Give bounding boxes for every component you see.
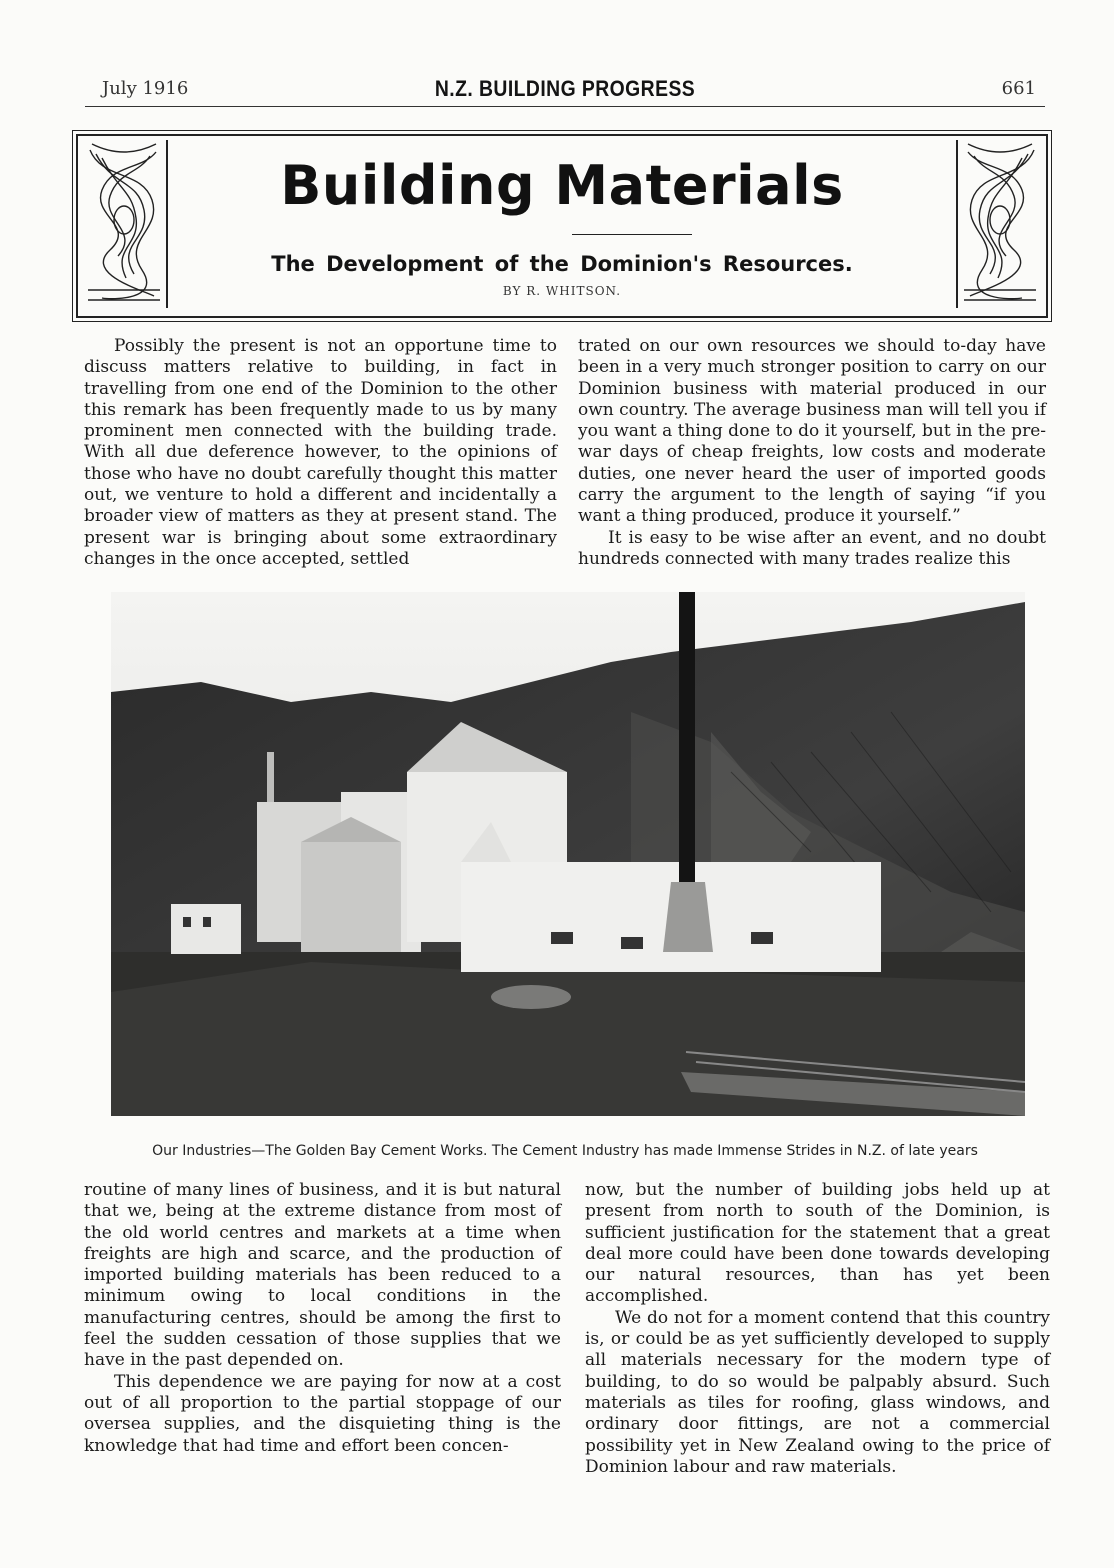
journal-title: N.Z. BUILDING PROGRESS	[434, 76, 696, 101]
running-header	[84, 76, 1046, 106]
photo-caption: Our Industries—The Golden Bay Cement Works. The Cement Industry has made Immense Strides in N.Z. of late years	[152, 1143, 978, 1159]
column-bottom-right	[585, 1180, 1050, 1478]
paragraph: It is easy to be wise after an event, and no doubt hundreds connected with many trades realize this	[578, 527, 1046, 569]
title-divider	[572, 234, 692, 235]
paragraph: routine of many lines of business, and it is but natural that we, being at the extreme distance from most of the old world centres and markets at a time when freights are high and scarce, and the production of imported building materials has been reduced to a minimum owing to local conditions in the manufacturing centres, should be among the first to feel the sudden cessation of those supplies that we have in the past depended on.	[84, 1180, 561, 1371]
paragraph: Possibly the present is not an opportune time to discuss matters relative to building, in fact in travelling from one end of the Dominion to the other this remark has been frequently made to us by many prominent men connected with the building trade. With all due deference however, to the opinions of those who have no doubt carefully thought this matter out, we venture to hold a different and incidentally a broader view of matters as they at present stand. The present war is bringing about some extraordinary changes in the once accepted, settled	[84, 336, 557, 569]
paragraph: We do not for a moment contend that this country is, or could be as yet sufficiently developed to supply all materials necessary for the modern type of building, to do so would be palpably absurd. Such materials as tiles for roofing, glass windows, and ordinary door fittings, are not a commercial possibility yet in New Zealand owing to the price of Dominion labour and raw materials.	[585, 1307, 1050, 1477]
paragraph: This dependence we are paying for now at a cost out of all proportion to the partial stoppage of our oversea supplies, and the disquieting thing is the knowledge that had time and effort been concen-	[84, 1371, 561, 1456]
issue-date: July 1916	[102, 78, 189, 99]
column-top-left	[84, 336, 557, 570]
paragraph: trated on our own resources we should to-day have been in a very much stronger position to carry on our Dominion business with material produced in our own country. The average business man will tell you if you want a thing done to do it yourself, but in the pre-war days of cheap freights, low costs and moderate duties, one never heard the user of imported goods carry the argument to the length of saying “if you want a thing produced, produce it yourself.”	[578, 336, 1046, 527]
article-title: Building Materials	[280, 154, 844, 217]
paragraph: now, but the number of building jobs held up at present from north to south of the Dominion, is sufficient justification for the statement that a great deal more could have been done towards developing our natural resources, than has yet been accomplished.	[585, 1180, 1050, 1307]
page-number: 661	[1001, 78, 1036, 99]
article-subtitle: The Development of the Dominion's Resources.	[271, 252, 853, 276]
column-top-right	[578, 336, 1046, 570]
byline: BY R. WHITSON.	[502, 284, 622, 298]
title-panel	[76, 134, 1048, 318]
cement-works-photo	[111, 592, 1025, 1116]
column-bottom-left	[84, 1180, 561, 1457]
header-rule	[85, 106, 1045, 107]
